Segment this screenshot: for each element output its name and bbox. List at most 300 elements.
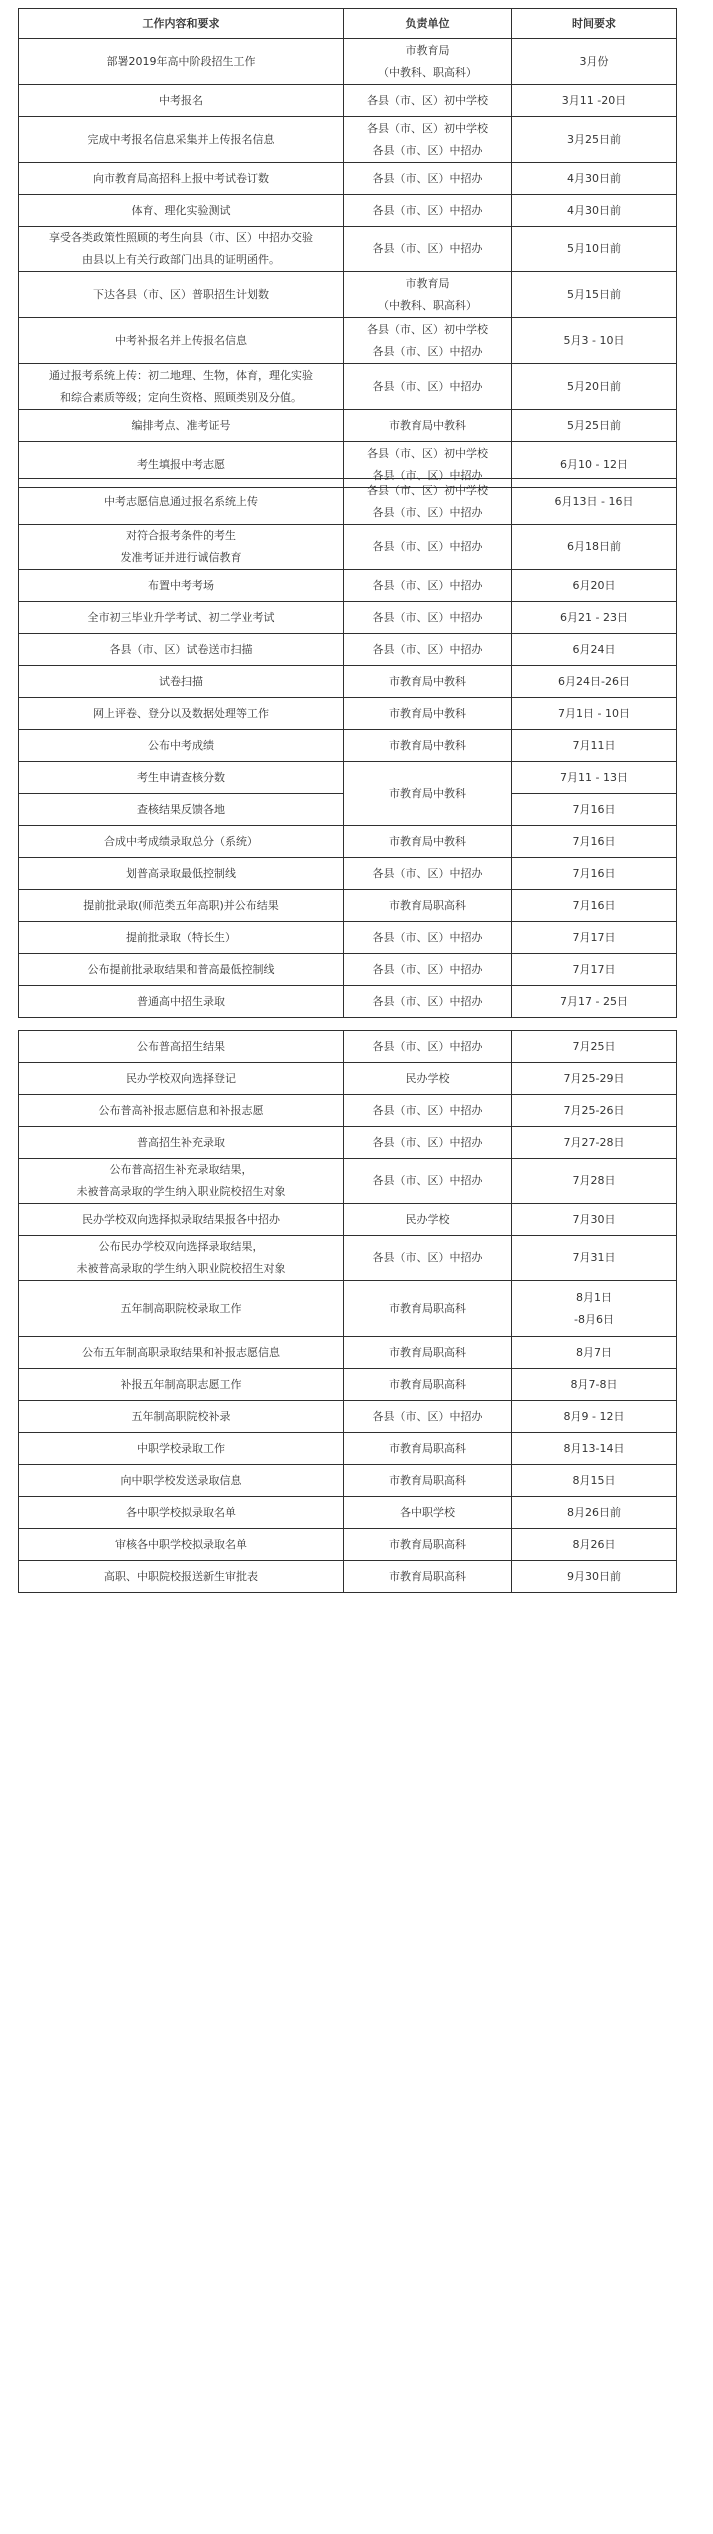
unit-cell <box>344 364 512 410</box>
table-row <box>19 410 677 442</box>
cell-line: 各县（市、区）试卷送市扫描 <box>109 642 253 656</box>
unit-cell <box>344 762 512 826</box>
table-row <box>19 1159 677 1204</box>
table-row <box>19 1401 677 1433</box>
cell-line: 布置中考考场 <box>148 578 214 592</box>
unit-cell <box>344 410 512 442</box>
table-row <box>19 1127 677 1159</box>
table-row <box>19 1236 677 1281</box>
cell-line: 8月1日 <box>576 1290 612 1304</box>
task-cell <box>19 117 344 163</box>
cell-line: 5月15日前 <box>567 287 621 301</box>
unit-cell <box>344 826 512 858</box>
cell-line: 3月25日前 <box>567 132 621 146</box>
task-cell <box>19 1063 344 1095</box>
task-cell <box>19 1465 344 1497</box>
cell-line: 各县（市、区）中招办 <box>372 1039 483 1053</box>
task-cell <box>19 1127 344 1159</box>
cell-line: 普通高中招生录取 <box>137 994 225 1008</box>
task-cell <box>19 1497 344 1529</box>
unit-cell <box>344 666 512 698</box>
cell-line: 市教育局 <box>405 43 450 57</box>
cell-line: 各县（市、区）中招办 <box>372 1103 483 1117</box>
time-cell <box>512 1095 677 1127</box>
time-cell <box>512 1465 677 1497</box>
cell-line: 各县（市、区）初中学校 <box>367 322 488 336</box>
cell-line: 8月7-8日 <box>570 1377 618 1391</box>
cell-line: 民办学校 <box>405 1212 450 1226</box>
time-cell <box>512 1236 677 1281</box>
cell-line: 各县（市、区）中招办 <box>372 344 483 358</box>
task-cell <box>19 922 344 954</box>
table-row <box>19 954 677 986</box>
table-row <box>19 634 677 666</box>
cell-line: 8月26日 <box>572 1537 616 1551</box>
table-row <box>19 1204 677 1236</box>
table-row <box>19 602 677 634</box>
unit-cell <box>344 163 512 195</box>
cell-line: 7月17日 <box>572 962 616 976</box>
time-cell <box>512 762 677 794</box>
cell-line: 划普高录取最低控制线 <box>126 866 236 880</box>
cell-line: 公布普高招生结果 <box>137 1039 225 1053</box>
cell-line: 市教育局中教科 <box>389 834 466 848</box>
unit-cell <box>344 954 512 986</box>
unit-cell <box>344 1159 512 1204</box>
task-cell <box>19 1337 344 1369</box>
cell-line: 未被普高录取的学生纳入职业院校招生对象 <box>76 1262 286 1275</box>
cell-line: 对符合报考条件的考生 <box>126 529 236 542</box>
table-row <box>19 1281 677 1337</box>
table-row <box>19 1095 677 1127</box>
cell-line: 查核结果反馈各地 <box>137 802 225 816</box>
cell-line: 公布提前批录取结果和普高最低控制线 <box>87 962 275 976</box>
cell-line: 5月25日前 <box>567 418 621 432</box>
time-cell <box>512 698 677 730</box>
unit-cell <box>344 602 512 634</box>
time-cell <box>512 85 677 117</box>
cell-line: 6月21 - 23日 <box>560 610 628 624</box>
cell-line: 考生申请查核分数 <box>137 770 225 784</box>
cell-line: 市教育局职高科 <box>389 1301 466 1315</box>
cell-line: 市教育局中教科 <box>389 418 466 432</box>
cell-line: 各县（市、区）中招办 <box>372 578 483 592</box>
cell-line: 各中职学校拟录取名单 <box>126 1505 236 1519</box>
time-cell <box>512 890 677 922</box>
cell-line: 公布五年制高职录取结果和补报志愿信息 <box>82 1345 280 1359</box>
task-cell <box>19 479 344 525</box>
time-cell <box>512 634 677 666</box>
table-row <box>19 525 677 570</box>
time-cell <box>512 364 677 410</box>
cell-line: 市教育局职高科 <box>389 1441 466 1455</box>
cell-line: 各县（市、区）初中学校 <box>367 446 488 460</box>
cell-line: 7月17日 <box>572 930 616 944</box>
cell-line: 网上评卷、登分以及数据处理等工作 <box>93 706 269 720</box>
table-row <box>19 922 677 954</box>
cell-line: 提前批录取(师范类五年高职)并公布结果 <box>83 898 279 912</box>
cell-line: （中教科、职高科） <box>378 65 477 79</box>
task-cell <box>19 1561 344 1593</box>
task-cell <box>19 1236 344 1281</box>
cell-line: 市教育局职高科 <box>389 1377 466 1391</box>
cell-line: 6月10 - 12日 <box>560 457 628 471</box>
cell-line: 市教育局中教科 <box>389 786 466 800</box>
time-cell <box>512 570 677 602</box>
cell-line: 各县（市、区）中招办 <box>372 866 483 880</box>
cell-line: 公布中考成绩 <box>148 738 214 752</box>
table-row <box>19 364 677 410</box>
time-cell <box>512 730 677 762</box>
unit-cell <box>344 1095 512 1127</box>
table-row <box>19 1561 677 1593</box>
task-cell <box>19 272 344 318</box>
cell-line: 中考报名 <box>159 93 203 107</box>
table-row <box>19 85 677 117</box>
time-cell <box>512 163 677 195</box>
cell-line: 各县（市、区）中招办 <box>372 1135 483 1149</box>
unit-cell <box>344 1204 512 1236</box>
time-cell <box>512 1561 677 1593</box>
time-cell <box>512 794 677 826</box>
cell-line: 公布普高补报志愿信息和补报志愿 <box>98 1103 264 1117</box>
cell-line: 7月16日 <box>572 898 616 912</box>
cell-line: 考生填报中考志愿 <box>137 457 225 471</box>
table-row <box>19 195 677 227</box>
cell-line: 民办学校 <box>405 1071 450 1085</box>
task-cell <box>19 163 344 195</box>
cell-line: 市教育局 <box>405 276 450 290</box>
task-cell <box>19 39 344 85</box>
cell-line: 8月13-14日 <box>563 1441 625 1455</box>
task-cell <box>19 762 344 794</box>
table-row <box>19 666 677 698</box>
table-row <box>19 479 677 525</box>
cell-line: 7月11日 <box>572 738 616 752</box>
cell-line: 补报五年制高职志愿工作 <box>120 1377 242 1391</box>
cell-line: 市教育局职高科 <box>389 1569 466 1583</box>
time-cell <box>512 1127 677 1159</box>
cell-line: 中考志愿信息通过报名系统上传 <box>104 494 258 508</box>
unit-cell <box>344 1529 512 1561</box>
time-cell <box>512 1497 677 1529</box>
time-cell <box>512 1159 677 1204</box>
time-cell <box>512 1031 677 1063</box>
cell-line: 6月13日 - 16日 <box>554 494 634 508</box>
cell-line: 7月11 - 13日 <box>560 770 628 784</box>
unit-cell <box>344 525 512 570</box>
cell-line: 7月17 - 25日 <box>560 994 628 1008</box>
table-header-row <box>19 9 677 39</box>
unit-cell <box>344 1281 512 1337</box>
unit-cell <box>344 227 512 272</box>
task-cell <box>19 1281 344 1337</box>
cell-line: 7月27-28日 <box>563 1135 625 1149</box>
unit-cell <box>344 1561 512 1593</box>
cell-line: 7月1日 - 10日 <box>558 706 630 720</box>
cell-line: 市教育局职高科 <box>389 1473 466 1487</box>
cell-line: 6月24日 <box>572 642 616 656</box>
task-cell <box>19 698 344 730</box>
cell-line: 各县（市、区）初中学校 <box>367 121 488 135</box>
header-unit: 负责单位 <box>344 9 512 39</box>
unit-cell <box>344 698 512 730</box>
task-cell <box>19 826 344 858</box>
cell-line: 8月9 - 12日 <box>563 1409 625 1423</box>
cell-line: 7月25日 <box>572 1039 616 1053</box>
cell-line: 向市教育局高招科上报中考试卷订数 <box>93 171 269 185</box>
cell-line: 7月16日 <box>572 866 616 880</box>
cell-line: 8月7日 <box>576 1345 612 1359</box>
cell-line: 享受各类政策性照顾的考生向县（市、区）中招办交验 <box>49 231 313 244</box>
task-cell <box>19 1095 344 1127</box>
cell-line: 市教育局职高科 <box>389 898 466 912</box>
cell-line: 6月24日-26日 <box>558 674 630 688</box>
cell-line: 发准考证并进行诚信教育 <box>120 551 242 564</box>
unit-cell <box>344 195 512 227</box>
task-cell <box>19 570 344 602</box>
table-row <box>19 1433 677 1465</box>
cell-line: 各县（市、区）中招办 <box>372 505 483 519</box>
cell-line: 部署2019年高中阶段招生工作 <box>106 54 256 68</box>
cell-line: 各县（市、区）初中学校 <box>367 93 488 107</box>
cell-line: 各县（市、区）初中学校 <box>367 483 488 497</box>
table-row <box>19 163 677 195</box>
cell-line: 和综合素质等级；定向生资格、照顾类别及分值。 <box>60 390 302 404</box>
task-cell <box>19 1204 344 1236</box>
time-cell <box>512 39 677 85</box>
cell-line: 全市初三毕业升学考试、初二学业考试 <box>87 610 275 624</box>
time-cell <box>512 858 677 890</box>
cell-line: 3月份 <box>579 54 609 68</box>
cell-line: 各县（市、区）中招办 <box>372 242 483 255</box>
cell-line: 7月16日 <box>572 834 616 848</box>
schedule-table-part1 <box>18 8 677 488</box>
cell-line: 由县以上有关行政部门出具的证明函件。 <box>82 253 280 266</box>
time-cell <box>512 195 677 227</box>
table-row <box>19 762 677 794</box>
cell-line: 5月20日前 <box>567 379 621 393</box>
table-row <box>19 1031 677 1063</box>
task-cell <box>19 890 344 922</box>
table-row <box>19 1337 677 1369</box>
cell-line: 完成中考报名信息采集并上传报名信息 <box>87 132 275 146</box>
cell-line: 普高招生补充录取 <box>137 1135 225 1149</box>
table-row <box>19 117 677 163</box>
task-cell <box>19 1433 344 1465</box>
task-cell <box>19 1369 344 1401</box>
cell-line: 市教育局职高科 <box>389 1537 466 1551</box>
unit-cell <box>344 1497 512 1529</box>
time-cell <box>512 1204 677 1236</box>
time-cell <box>512 1369 677 1401</box>
header-time: 时间要求 <box>512 9 677 39</box>
cell-line: 各县（市、区）中招办 <box>372 1409 483 1423</box>
unit-cell <box>344 730 512 762</box>
cell-line: 试卷扫描 <box>159 674 203 688</box>
table-row <box>19 227 677 272</box>
table-row <box>19 826 677 858</box>
unit-cell <box>344 117 512 163</box>
unit-cell <box>344 318 512 364</box>
task-cell <box>19 666 344 698</box>
time-cell <box>512 1337 677 1369</box>
task-cell <box>19 318 344 364</box>
unit-cell <box>344 986 512 1018</box>
unit-cell <box>344 1127 512 1159</box>
time-cell <box>512 1281 677 1337</box>
table-row <box>19 318 677 364</box>
cell-line: 6月18日前 <box>567 540 621 553</box>
table-row <box>19 1063 677 1095</box>
unit-cell <box>344 634 512 666</box>
cell-line: 各县（市、区）中招办 <box>372 468 483 482</box>
cell-line: 各县（市、区）中招办 <box>372 994 483 1008</box>
task-cell <box>19 195 344 227</box>
table-row <box>19 730 677 762</box>
cell-line: 5月3 - 10日 <box>563 333 625 347</box>
cell-line: 向中职学校发送录取信息 <box>120 1473 242 1487</box>
task-cell <box>19 954 344 986</box>
cell-line: 8月15日 <box>572 1473 616 1487</box>
cell-line: 体育、理化实验测试 <box>131 203 231 217</box>
cell-line: 各县（市、区）中招办 <box>372 540 483 553</box>
time-cell <box>512 1401 677 1433</box>
cell-line: 7月25-29日 <box>563 1071 625 1085</box>
time-cell <box>512 1529 677 1561</box>
time-cell <box>512 602 677 634</box>
cell-line: 各县（市、区）中招办 <box>372 1251 483 1264</box>
cell-line: 中考补报名并上传报名信息 <box>115 333 247 347</box>
time-cell <box>512 117 677 163</box>
time-cell <box>512 410 677 442</box>
table-row <box>19 570 677 602</box>
header-task: 工作内容和要求 <box>19 9 344 39</box>
task-cell <box>19 525 344 570</box>
task-cell <box>19 634 344 666</box>
cell-line: 五年制高职院校补录 <box>131 1409 231 1423</box>
cell-line: 高职、中职院校报送新生审批表 <box>104 1569 258 1583</box>
time-cell <box>512 666 677 698</box>
table-row <box>19 39 677 85</box>
cell-line: 7月25-26日 <box>563 1103 625 1117</box>
task-cell <box>19 602 344 634</box>
cell-line: 7月31日 <box>572 1251 616 1264</box>
task-cell <box>19 85 344 117</box>
task-cell <box>19 730 344 762</box>
cell-line: 公布普高招生补充录取结果， <box>109 1163 253 1176</box>
unit-cell <box>344 272 512 318</box>
cell-line: 市教育局中教科 <box>389 674 466 688</box>
time-cell <box>512 479 677 525</box>
time-cell <box>512 954 677 986</box>
cell-line: 民办学校双向选择拟录取结果报各中招办 <box>82 1212 280 1226</box>
cell-line: 市教育局职高科 <box>389 1345 466 1359</box>
time-cell <box>512 826 677 858</box>
table-row <box>19 1529 677 1561</box>
table-row <box>19 272 677 318</box>
unit-cell <box>344 479 512 525</box>
table-row <box>19 1369 677 1401</box>
unit-cell <box>344 39 512 85</box>
cell-line: 9月30日前 <box>567 1569 621 1583</box>
table-row <box>19 1497 677 1529</box>
time-cell <box>512 986 677 1018</box>
table-row <box>19 986 677 1018</box>
time-cell <box>512 525 677 570</box>
cell-line: 中职学校录取工作 <box>137 1441 225 1455</box>
cell-line: 各县（市、区）中招办 <box>372 1174 483 1187</box>
cell-line: 各县（市、区）中招办 <box>372 143 483 157</box>
unit-cell <box>344 570 512 602</box>
task-cell <box>19 1031 344 1063</box>
unit-cell <box>344 858 512 890</box>
cell-line: 下达各县（市、区）普职招生计划数 <box>93 287 269 301</box>
time-cell <box>512 227 677 272</box>
cell-line: 编排考点、准考证号 <box>131 418 231 432</box>
cell-line: 民办学校双向选择登记 <box>126 1071 236 1085</box>
schedule-table-part3 <box>18 1030 677 1593</box>
cell-line: 7月28日 <box>572 1174 616 1187</box>
time-cell <box>512 1063 677 1095</box>
task-cell <box>19 410 344 442</box>
cell-line: 提前批录取（特长生） <box>126 930 236 944</box>
time-cell <box>512 922 677 954</box>
cell-line: 4月30日前 <box>567 171 621 185</box>
unit-cell <box>344 1236 512 1281</box>
table-row <box>19 890 677 922</box>
task-cell <box>19 1529 344 1561</box>
task-cell <box>19 227 344 272</box>
cell-line: 3月11 -20日 <box>561 93 627 107</box>
task-cell <box>19 794 344 826</box>
cell-line: 8月26日前 <box>567 1505 621 1519</box>
cell-line: 各县（市、区）中招办 <box>372 642 483 656</box>
time-cell <box>512 272 677 318</box>
task-cell <box>19 364 344 410</box>
cell-line: 各县（市、区）中招办 <box>372 171 483 185</box>
time-cell <box>512 318 677 364</box>
cell-line: 各县（市、区）中招办 <box>372 610 483 624</box>
cell-line: 各中职学校 <box>400 1505 455 1519</box>
cell-line: 4月30日前 <box>567 203 621 217</box>
schedule-table-part2 <box>18 478 677 1018</box>
table-row <box>19 1465 677 1497</box>
table-row <box>19 698 677 730</box>
unit-cell <box>344 890 512 922</box>
unit-cell <box>344 1401 512 1433</box>
cell-line: 市教育局中教科 <box>389 706 466 720</box>
unit-cell <box>344 85 512 117</box>
cell-line: 7月30日 <box>572 1212 616 1226</box>
unit-cell <box>344 922 512 954</box>
task-cell <box>19 986 344 1018</box>
cell-line: 各县（市、区）中招办 <box>372 962 483 976</box>
cell-line: 通过报考系统上传：初二地理、生物，体育，理化实验 <box>49 368 313 382</box>
cell-line: 5月10日前 <box>567 242 621 255</box>
cell-line: 审核各中职学校拟录取名单 <box>115 1537 247 1551</box>
cell-line: -8月6日 <box>574 1312 614 1326</box>
cell-line: 各县（市、区）中招办 <box>372 379 483 393</box>
cell-line: 市教育局中教科 <box>389 738 466 752</box>
cell-line: （中教科、职高科） <box>378 298 477 312</box>
task-cell <box>19 1159 344 1204</box>
unit-cell <box>344 1369 512 1401</box>
unit-cell <box>344 1031 512 1063</box>
unit-cell <box>344 1433 512 1465</box>
cell-line: 7月16日 <box>572 802 616 816</box>
cell-line: 公布民办学校双向选择录取结果， <box>98 1240 264 1253</box>
